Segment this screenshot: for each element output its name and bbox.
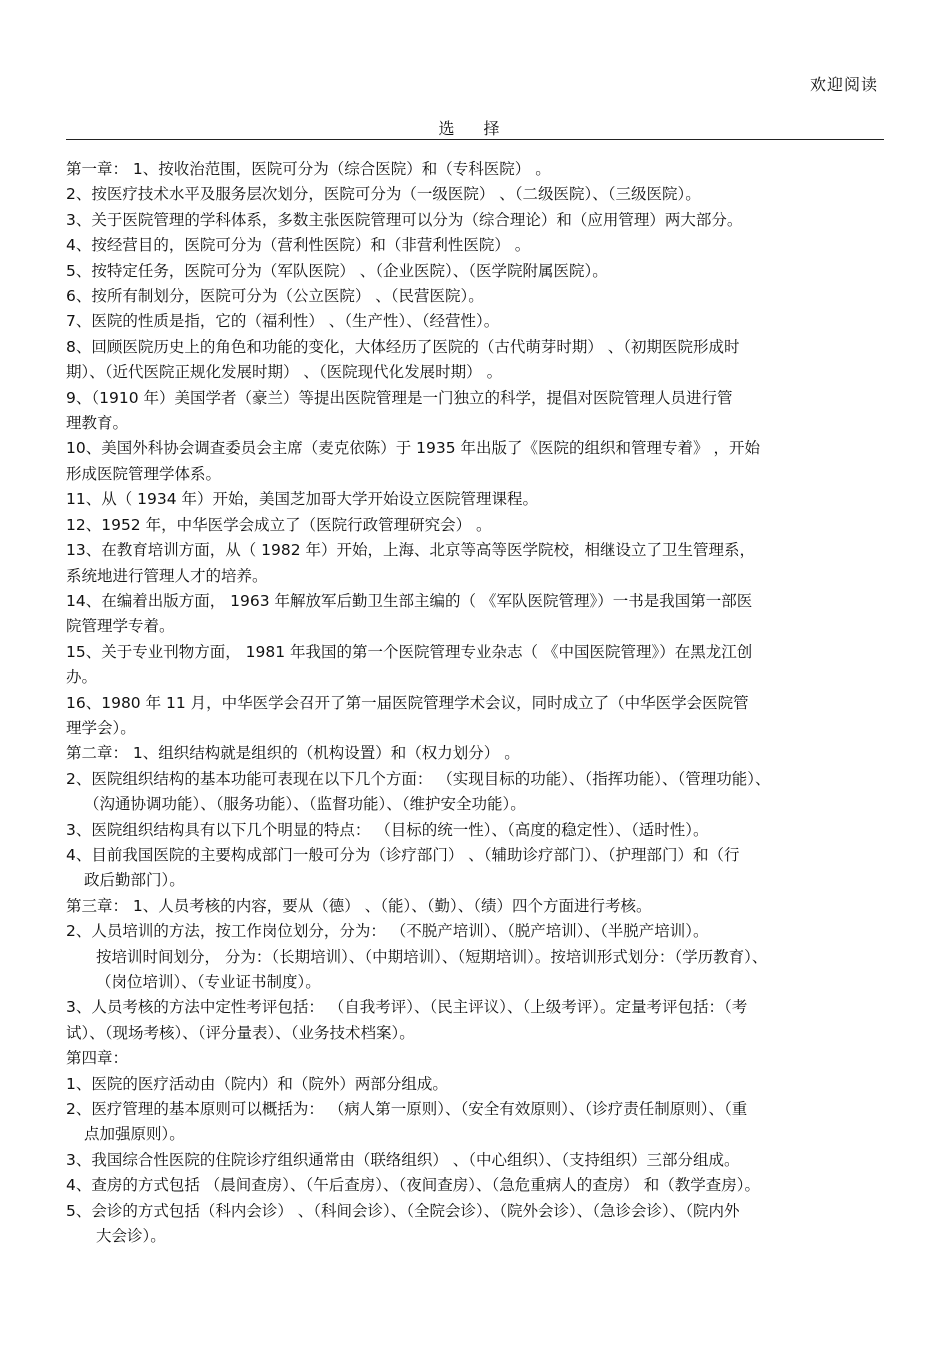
text-line: 按培训时间划分， 分为：（长期培训）、（中期培训）、（短期培训）。按培训形式划分：（学历教育）、 <box>96 947 768 966</box>
text-line: 政后勤部门）。 <box>84 871 185 890</box>
text-line: 第二章： 1、组织结构就是组织的（机构设置）和（权力划分） 。 <box>66 744 520 763</box>
text-line: 系统地进行管理人才的培养。 <box>66 566 268 585</box>
text-line: 期）、（近代医院正规化发展时期） 、（医院现代化发展时期） 。 <box>66 363 503 382</box>
text-line: 理教育。 <box>66 414 129 433</box>
text-line: 5、会诊的方式包括（科内会诊） 、（科间会诊）、（全院会诊）、（院外会诊）、（急诊会诊）、（院内外 <box>66 1201 740 1220</box>
text-line: 大会诊）。 <box>96 1227 166 1246</box>
text-line: 11、从（ 1934 年）开始，美国芝加哥大学开始设立医院管理课程。 <box>66 490 539 509</box>
text-line: 点加强原则）。 <box>84 1125 185 1144</box>
text-line: 7、医院的性质是指，它的（福利性） 、（生产性）、（经营性）。 <box>66 312 500 331</box>
text-line: 形成医院管理学体系。 <box>66 464 222 483</box>
text-line: 第三章： 1、人员考核的内容，要从（德） 、（能）、（勤）、（绩）四个方面进行考核。 <box>66 896 652 915</box>
text-line: 院管理学专着。 <box>66 617 175 636</box>
text-line: 4、查房的方式包括 （晨间查房）、（午后查房）、（夜间查房）、（急危重病人的查房） 和（教学查房）。 <box>66 1176 760 1195</box>
text-line: 2、人员培训的方法，按工作岗位划分，分为： （不脱产培训）、（脱产培训）、（半脱产培训）。 <box>66 922 709 941</box>
text-line: 13、在教育培训方面，从（ 1982 年）开始，上海、北京等高等医学院校，相继设立了卫生管理系， <box>66 541 756 560</box>
text-line: 12、1952 年，中华医学会成立了（医院行政管理研究会） 。 <box>66 515 492 534</box>
text-line: 3、医院组织结构具有以下几个明显的特点： （目标的统一性）、（高度的稳定性）、（适时性）。 <box>66 820 709 839</box>
text-line: 14、在编着出版方面， 1963 年解放军后勤卫生部主编的（ 《军队医院管理》）一书是我国第一部医 <box>66 591 753 610</box>
title-divider <box>66 139 884 140</box>
text-line: 6、按所有制划分，医院可分为（公立医院） 、（民营医院）。 <box>66 287 484 306</box>
text-line: 3、我国综合性医院的住院诊疗组织通常由（联络组织） 、（中心组织）、（支持组织）三部分组成。 <box>66 1150 740 1169</box>
text-line: 第一章： 1、按收治范围，医院可分为（综合医院）和（专科医院） 。 <box>66 160 551 178</box>
document-body <box>66 157 884 1249</box>
text-line: （沟通协调功能）、（服务功能）、（监督功能）、（维护安全功能）。 <box>84 795 526 814</box>
text-line: 4、按经营目的，医院可分为（营利性医院）和（非营利性医院） 。 <box>66 236 531 255</box>
text-line: 2、按医疗技术水平及服务层次划分，医院可分为（一级医院） 、（二级医院）、（三级医院）。 <box>66 185 701 204</box>
text-line: 15、关于专业刊物方面， 1981 年我国的第一个医院管理专业杂志（ 《中国医院管理》）在黑龙江创 <box>66 642 753 661</box>
text-line: 9、（1910 年）美国学者（豪兰）等提出医院管理是一门独立的科学，提倡对医院管理人员进行管 <box>66 388 733 407</box>
text-line: 1、医院的医疗活动由（院内）和（院外）两部分组成。 <box>66 1074 448 1093</box>
text-line: 3、关于医院管理的学科体系，多数主张医院管理可以分为（综合理论）和（应用管理）两大部分。 <box>66 210 743 229</box>
text-line: 办。 <box>66 668 98 687</box>
text-line: 8、回顾医院历史上的角色和功能的变化，大体经历了医院的（古代萌芽时期） 、（初期医院形成时 <box>66 337 740 356</box>
text-line: （岗位培训）、（专业证书制度）。 <box>96 973 321 991</box>
text-line: 2、医疗管理的基本原则可以概括为： （病人第一原则）、（安全有效原则）、（诊疗责任制原则）、（重 <box>66 1100 748 1119</box>
text-line: 第四章： <box>66 1049 129 1068</box>
text-line: 试）、（现场考核）、（评分量表）、（业务技术档案）。 <box>66 1023 415 1042</box>
header-note: 欢迎阅读 <box>809 75 878 94</box>
text-line: 2、医院组织结构的基本功能可表现在以下几个方面： （实现目标的功能）、（指挥功能）、（管理功能）、 <box>66 769 771 788</box>
text-line: 5、按特定任务，医院可分为（军队医院） 、（企业医院）、（医学院附属医院）。 <box>66 261 608 280</box>
text-line: 4、目前我国医院的主要构成部门一般可分为（诊疗部门） 、（辅助诊疗部门）、（护理部门）和（行 <box>66 845 740 864</box>
text-line: 3、人员考核的方法中定性考评包括： （自我考评）、（民主评议）、（上级考评）。定量考评包括：（考 <box>66 998 748 1017</box>
page-title: 选 择 <box>438 119 512 138</box>
text-line: 理学会）。 <box>66 718 136 737</box>
text-line: 16、1980 年 11 月，中华医学会召开了第一届医院管理学术会议，同时成立了（中华医学会医院管 <box>66 693 749 712</box>
text-line: 10、美国外科协会调查委员会主席（麦克依陈）于 1935 年出版了《医院的组织和管理专着》 ，开始 <box>66 439 760 458</box>
